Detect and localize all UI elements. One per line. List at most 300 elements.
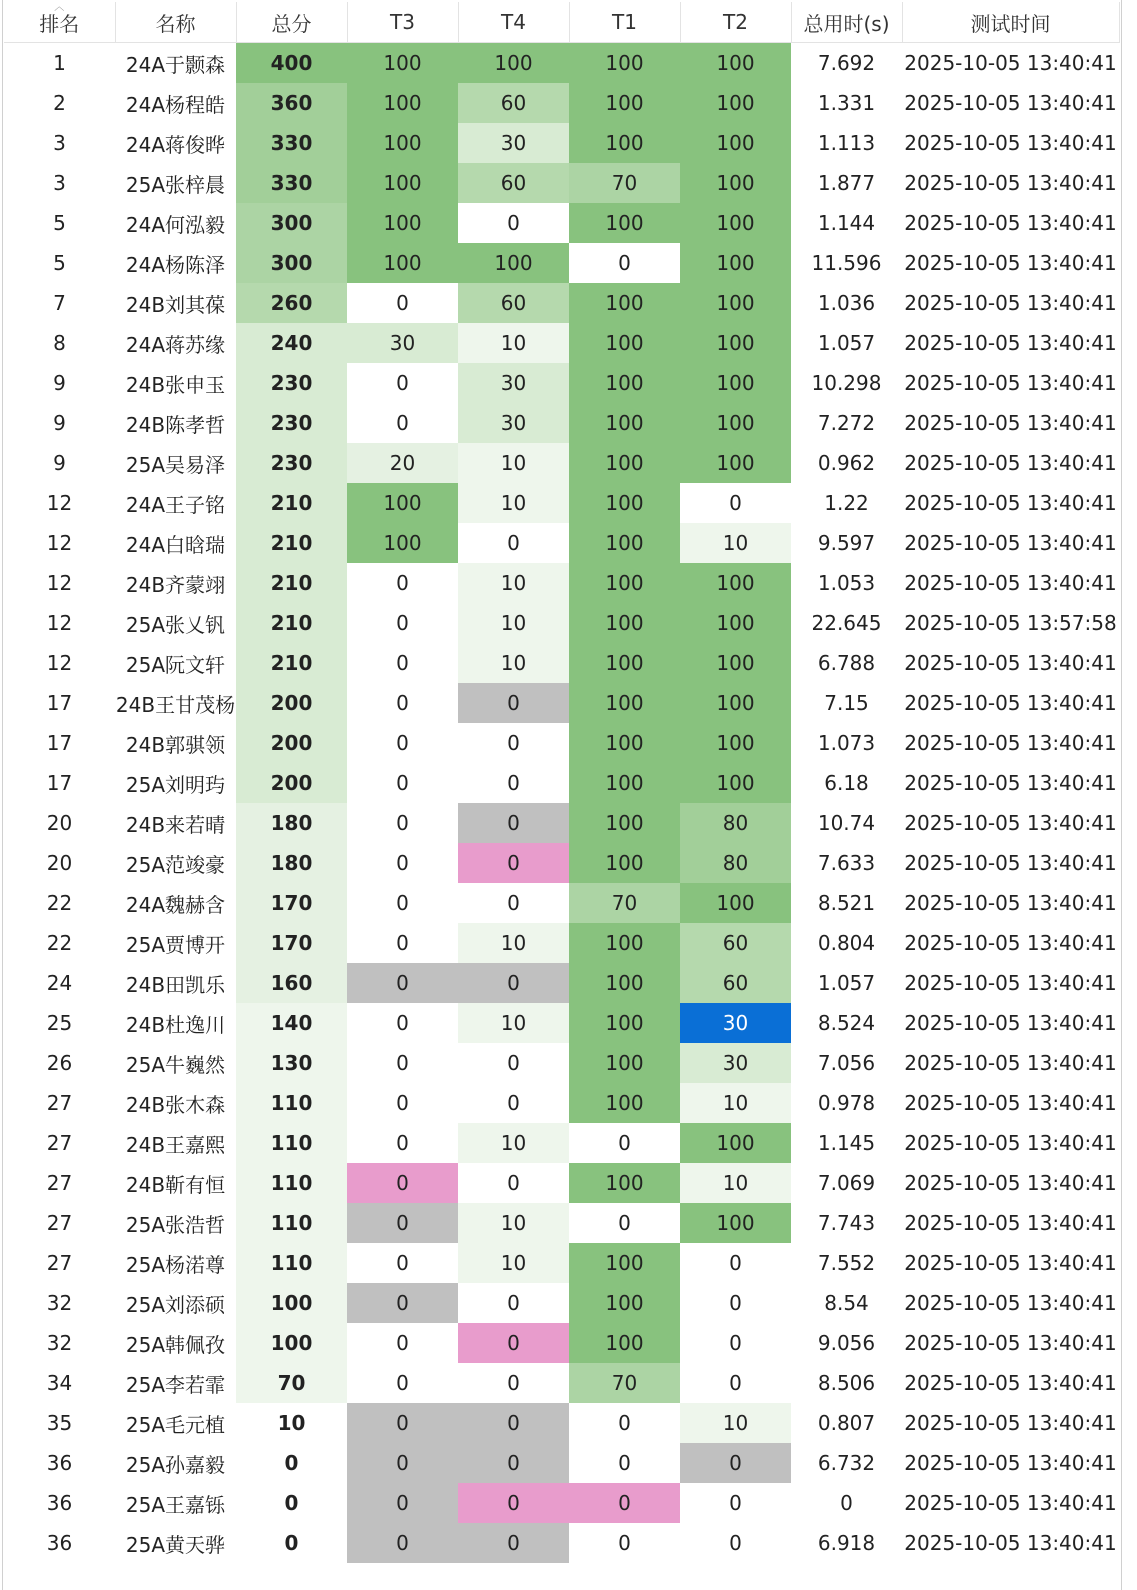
rank-cell[interactable]: 8: [53, 331, 66, 355]
total-score-cell[interactable]: 330: [236, 163, 347, 203]
rank-cell[interactable]: 34: [46, 1371, 73, 1395]
t2-score-cell[interactable]: 100: [680, 203, 791, 243]
name-cell[interactable]: 24A白晗瑞: [125, 532, 226, 557]
name-cell[interactable]: 24B齐蒙翊: [125, 572, 226, 597]
total-score-cell[interactable]: 180: [236, 803, 347, 843]
time-used-cell[interactable]: 6.788: [817, 651, 876, 675]
rank-cell[interactable]: 9: [53, 451, 66, 475]
t2-score-cell[interactable]: 10: [680, 1163, 791, 1203]
t1-score-cell[interactable]: 70: [569, 1363, 680, 1403]
total-score-cell[interactable]: 110: [236, 1203, 347, 1243]
t3-score-cell[interactable]: 100: [347, 43, 458, 84]
test-time-cell[interactable]: 2025-10-05 13:40:41: [904, 651, 1117, 675]
time-used-cell[interactable]: 10.298: [811, 371, 882, 395]
t1-score-cell[interactable]: 100: [569, 483, 680, 523]
time-used-cell[interactable]: 1.144: [817, 211, 876, 235]
t4-score-cell[interactable]: 0: [458, 1363, 569, 1403]
column-header-t3[interactable]: T3: [347, 2, 458, 43]
rank-cell[interactable]: 36: [46, 1531, 73, 1555]
t3-score-cell[interactable]: 0: [347, 1043, 458, 1083]
name-cell[interactable]: 24A王子铭: [125, 492, 226, 517]
rank-cell[interactable]: 32: [46, 1291, 73, 1315]
table-row[interactable]: [4, 963, 1119, 1003]
test-time-cell[interactable]: 2025-10-05 13:40:41: [904, 1211, 1117, 1235]
total-score-cell[interactable]: 0: [236, 1483, 347, 1523]
total-score-cell[interactable]: 100: [236, 1283, 347, 1323]
t4-score-cell[interactable]: 0: [458, 1483, 569, 1523]
test-time-cell[interactable]: 2025-10-05 13:40:41: [904, 771, 1117, 795]
t1-score-cell[interactable]: 100: [569, 1163, 680, 1203]
test-time-cell[interactable]: 2025-10-05 13:40:41: [904, 891, 1117, 915]
time-used-cell[interactable]: 10.74: [817, 811, 876, 835]
table-row[interactable]: [4, 883, 1119, 923]
t4-score-cell[interactable]: 0: [458, 1403, 569, 1443]
rank-cell[interactable]: 26: [46, 1051, 73, 1075]
name-cell[interactable]: 25A牛巍然: [125, 1052, 226, 1077]
t1-score-cell[interactable]: 100: [569, 1043, 680, 1083]
total-score-cell[interactable]: 0: [236, 1523, 347, 1563]
table-row[interactable]: [4, 1123, 1119, 1163]
name-cell[interactable]: 25A张梓晨: [125, 172, 226, 197]
total-score-cell[interactable]: 330: [236, 123, 347, 163]
time-used-cell[interactable]: 6.18: [824, 771, 869, 795]
t2-score-cell[interactable]: 60: [680, 963, 791, 1003]
rank-cell[interactable]: 17: [46, 771, 73, 795]
name-cell[interactable]: 24B张木森: [125, 1092, 226, 1117]
test-time-cell[interactable]: 2025-10-05 13:40:41: [904, 1331, 1117, 1355]
table-row[interactable]: [4, 403, 1119, 443]
t3-score-cell[interactable]: 0: [347, 883, 458, 923]
t1-score-cell[interactable]: 0: [569, 1443, 680, 1483]
t4-score-cell[interactable]: 0: [458, 1283, 569, 1323]
t3-score-cell[interactable]: 0: [347, 723, 458, 763]
t3-score-cell[interactable]: 100: [347, 203, 458, 243]
t1-score-cell[interactable]: 100: [569, 83, 680, 123]
table-row[interactable]: [4, 683, 1119, 723]
t2-score-cell[interactable]: 100: [680, 563, 791, 603]
time-used-cell[interactable]: 8.506: [817, 1371, 876, 1395]
t1-score-cell[interactable]: 100: [569, 123, 680, 163]
name-cell[interactable]: 24B靳有恒: [125, 1172, 226, 1197]
rank-cell[interactable]: 2: [53, 91, 66, 115]
t4-score-cell[interactable]: 0: [458, 963, 569, 1003]
total-score-cell[interactable]: 210: [236, 643, 347, 683]
t4-score-cell[interactable]: 10: [458, 1123, 569, 1163]
name-cell[interactable]: 24B张申玉: [125, 372, 226, 397]
time-used-cell[interactable]: 1.053: [817, 571, 876, 595]
total-score-cell[interactable]: 10: [236, 1403, 347, 1443]
total-score-cell[interactable]: 300: [236, 203, 347, 243]
t2-score-cell[interactable]: 100: [680, 323, 791, 363]
t3-score-cell[interactable]: 0: [347, 563, 458, 603]
rank-cell[interactable]: 3: [53, 171, 66, 195]
t2-score-cell[interactable]: 10: [680, 523, 791, 563]
test-time-cell[interactable]: 2025-10-05 13:40:41: [904, 1491, 1117, 1515]
t2-score-cell[interactable]: 80: [680, 843, 791, 883]
time-used-cell[interactable]: 7.692: [817, 51, 876, 75]
total-score-cell[interactable]: 210: [236, 483, 347, 523]
name-cell[interactable]: 24A何泓毅: [125, 212, 226, 237]
t3-score-cell[interactable]: 0: [347, 683, 458, 723]
name-cell[interactable]: 25A吴易泽: [125, 452, 226, 477]
t1-score-cell[interactable]: 100: [569, 523, 680, 563]
t2-score-cell[interactable]: 0: [680, 1323, 791, 1363]
table-row[interactable]: [4, 1523, 1119, 1563]
t4-score-cell[interactable]: 10: [458, 323, 569, 363]
table-row[interactable]: [4, 603, 1119, 643]
rank-cell[interactable]: 9: [53, 371, 66, 395]
t1-score-cell[interactable]: 100: [569, 1323, 680, 1363]
t4-score-cell[interactable]: 60: [458, 163, 569, 203]
time-used-cell[interactable]: 7.069: [817, 1171, 876, 1195]
t3-score-cell[interactable]: 20: [347, 443, 458, 483]
total-score-cell[interactable]: 400: [236, 43, 347, 84]
t4-score-cell[interactable]: 30: [458, 403, 569, 443]
table-row[interactable]: [4, 323, 1119, 363]
name-cell[interactable]: 24B陈孝哲: [125, 412, 226, 437]
table-row[interactable]: [4, 1163, 1119, 1203]
t4-score-cell[interactable]: 0: [458, 203, 569, 243]
t2-score-cell[interactable]: 0: [680, 1363, 791, 1403]
t2-score-cell[interactable]: 0: [680, 483, 791, 523]
t1-score-cell[interactable]: 0: [569, 1523, 680, 1563]
test-time-cell[interactable]: 2025-10-05 13:40:41: [904, 411, 1117, 435]
time-used-cell[interactable]: 9.597: [817, 531, 876, 555]
table-row[interactable]: [4, 203, 1119, 243]
test-time-cell[interactable]: 2025-10-05 13:40:41: [904, 1051, 1117, 1075]
name-cell[interactable]: 24A杨陈泽: [125, 252, 226, 277]
t4-score-cell[interactable]: 60: [458, 283, 569, 323]
test-time-cell[interactable]: 2025-10-05 13:40:41: [904, 1251, 1117, 1275]
total-score-cell[interactable]: 110: [236, 1243, 347, 1283]
t4-score-cell[interactable]: 10: [458, 923, 569, 963]
t4-score-cell[interactable]: 0: [458, 1163, 569, 1203]
time-used-cell[interactable]: 1.877: [817, 171, 876, 195]
time-used-cell[interactable]: 1.145: [817, 1131, 876, 1155]
test-time-cell[interactable]: 2025-10-05 13:40:41: [904, 971, 1117, 995]
t2-score-cell[interactable]: 100: [680, 603, 791, 643]
t4-score-cell[interactable]: 10: [458, 563, 569, 603]
name-cell[interactable]: 24B田凯乐: [125, 972, 226, 997]
t4-score-cell[interactable]: 10: [458, 483, 569, 523]
t1-score-cell[interactable]: 100: [569, 323, 680, 363]
column-header-test-time[interactable]: 测试时间: [902, 2, 1119, 43]
column-header-t1[interactable]: T1: [569, 2, 680, 43]
t2-score-cell[interactable]: 100: [680, 43, 791, 84]
total-score-cell[interactable]: 180: [236, 843, 347, 883]
t2-score-cell[interactable]: 0: [680, 1243, 791, 1283]
t3-score-cell[interactable]: 0: [347, 1443, 458, 1483]
table-row[interactable]: [4, 43, 1119, 84]
table-row[interactable]: [4, 123, 1119, 163]
total-score-cell[interactable]: 200: [236, 763, 347, 803]
t3-score-cell[interactable]: 0: [347, 603, 458, 643]
name-cell[interactable]: 24B王甘茂杨: [115, 692, 236, 717]
table-row[interactable]: [4, 843, 1119, 883]
time-used-cell[interactable]: 7.15: [824, 691, 869, 715]
test-time-cell[interactable]: 2025-10-05 13:40:41: [904, 171, 1117, 195]
t2-score-cell[interactable]: 100: [680, 723, 791, 763]
t2-score-cell[interactable]: 100: [680, 763, 791, 803]
name-cell[interactable]: 25A阮文轩: [125, 652, 226, 677]
time-used-cell[interactable]: 7.272: [817, 411, 876, 435]
table-row[interactable]: [4, 283, 1119, 323]
test-time-cell[interactable]: 2025-10-05 13:40:41: [904, 1371, 1117, 1395]
t4-score-cell[interactable]: 0: [458, 723, 569, 763]
t2-score-cell[interactable]: 10: [680, 1083, 791, 1123]
t4-score-cell[interactable]: 10: [458, 443, 569, 483]
t3-score-cell[interactable]: 100: [347, 523, 458, 563]
name-cell[interactable]: 25A黄天骅: [125, 1532, 226, 1557]
t1-score-cell[interactable]: 100: [569, 1243, 680, 1283]
t4-score-cell[interactable]: 10: [458, 643, 569, 683]
t3-score-cell[interactable]: 0: [347, 283, 458, 323]
t2-score-cell[interactable]: 0: [680, 1523, 791, 1563]
test-time-cell[interactable]: 2025-10-05 13:57:58: [904, 611, 1117, 635]
t4-score-cell[interactable]: 30: [458, 123, 569, 163]
t2-score-cell[interactable]: 10: [680, 1403, 791, 1443]
time-used-cell[interactable]: 1.331: [817, 91, 876, 115]
name-cell[interactable]: 25A张浩哲: [125, 1212, 226, 1237]
test-time-cell[interactable]: 2025-10-05 13:40:41: [904, 811, 1117, 835]
t3-score-cell[interactable]: 0: [347, 763, 458, 803]
t4-score-cell[interactable]: 0: [458, 883, 569, 923]
t1-score-cell[interactable]: 70: [569, 163, 680, 203]
rank-cell[interactable]: 36: [46, 1451, 73, 1475]
t1-score-cell[interactable]: 0: [569, 1483, 680, 1523]
t4-score-cell[interactable]: 0: [458, 843, 569, 883]
t4-score-cell[interactable]: 0: [458, 683, 569, 723]
column-header-rank[interactable]: ︿ 排名: [4, 2, 115, 43]
name-cell[interactable]: 24A蒋俊晔: [125, 132, 226, 157]
rank-cell[interactable]: 27: [46, 1251, 73, 1275]
rank-cell[interactable]: 1: [53, 51, 66, 75]
time-used-cell[interactable]: 0.978: [817, 1091, 876, 1115]
table-row[interactable]: [4, 1203, 1119, 1243]
time-used-cell[interactable]: 1.057: [817, 971, 876, 995]
t2-score-cell[interactable]: 100: [680, 123, 791, 163]
t3-score-cell[interactable]: 0: [347, 363, 458, 403]
table-row[interactable]: [4, 763, 1119, 803]
t4-score-cell[interactable]: 100: [458, 243, 569, 283]
total-score-cell[interactable]: 200: [236, 683, 347, 723]
test-time-cell[interactable]: 2025-10-05 13:40:41: [904, 731, 1117, 755]
name-cell[interactable]: 25A韩佩孜: [125, 1332, 226, 1357]
rank-cell[interactable]: 36: [46, 1491, 73, 1515]
t3-score-cell[interactable]: 0: [347, 1363, 458, 1403]
table-row[interactable]: [4, 1443, 1119, 1483]
test-time-cell[interactable]: 2025-10-05 13:40:41: [904, 331, 1117, 355]
t3-score-cell[interactable]: 0: [347, 803, 458, 843]
column-header-total[interactable]: 总分: [236, 2, 347, 43]
t3-score-cell[interactable]: 100: [347, 483, 458, 523]
t4-score-cell[interactable]: 10: [458, 1203, 569, 1243]
t1-score-cell[interactable]: 100: [569, 763, 680, 803]
t4-score-cell[interactable]: 0: [458, 763, 569, 803]
name-cell[interactable]: 25A毛元植: [125, 1412, 226, 1437]
time-used-cell[interactable]: 1.057: [817, 331, 876, 355]
t3-score-cell[interactable]: 100: [347, 163, 458, 203]
total-score-cell[interactable]: 210: [236, 523, 347, 563]
t4-score-cell[interactable]: 0: [458, 1043, 569, 1083]
t1-score-cell[interactable]: 0: [569, 1403, 680, 1443]
t2-score-cell[interactable]: 100: [680, 363, 791, 403]
t3-score-cell[interactable]: 0: [347, 923, 458, 963]
total-score-cell[interactable]: 230: [236, 403, 347, 443]
t3-score-cell[interactable]: 0: [347, 1243, 458, 1283]
rank-cell[interactable]: 24: [46, 971, 73, 995]
t3-score-cell[interactable]: 0: [347, 643, 458, 683]
test-time-cell[interactable]: 2025-10-05 13:40:41: [904, 291, 1117, 315]
total-score-cell[interactable]: 110: [236, 1123, 347, 1163]
time-used-cell[interactable]: 9.056: [817, 1331, 876, 1355]
t1-score-cell[interactable]: 100: [569, 643, 680, 683]
rank-cell[interactable]: 22: [46, 931, 73, 955]
rank-cell[interactable]: 35: [46, 1411, 73, 1435]
name-cell[interactable]: 24B来若晴: [125, 812, 226, 837]
total-score-cell[interactable]: 210: [236, 603, 347, 643]
name-cell[interactable]: 25A刘添硕: [125, 1292, 226, 1317]
t4-score-cell[interactable]: 10: [458, 1243, 569, 1283]
total-score-cell[interactable]: 260: [236, 283, 347, 323]
name-cell[interactable]: 25A范竣豪: [125, 852, 226, 877]
total-score-cell[interactable]: 200: [236, 723, 347, 763]
t3-score-cell[interactable]: 0: [347, 963, 458, 1003]
name-cell[interactable]: 24A于颢森: [125, 52, 226, 77]
name-cell[interactable]: 24A杨程皓: [125, 92, 226, 117]
t1-score-cell[interactable]: 100: [569, 43, 680, 84]
t1-score-cell[interactable]: 100: [569, 683, 680, 723]
table-row[interactable]: [4, 563, 1119, 603]
name-cell[interactable]: 24B杜逸川: [125, 1012, 226, 1037]
t2-score-cell[interactable]: 100: [680, 243, 791, 283]
t3-score-cell[interactable]: 0: [347, 1323, 458, 1363]
t1-score-cell[interactable]: 100: [569, 443, 680, 483]
t4-score-cell[interactable]: 0: [458, 1523, 569, 1563]
time-used-cell[interactable]: 6.918: [817, 1531, 876, 1555]
t2-score-cell[interactable]: 60: [680, 923, 791, 963]
table-row[interactable]: [4, 1283, 1119, 1323]
name-cell[interactable]: 24A魏赫含: [125, 892, 226, 917]
total-score-cell[interactable]: 210: [236, 563, 347, 603]
test-time-cell[interactable]: 2025-10-05 13:40:41: [904, 571, 1117, 595]
rank-cell[interactable]: 9: [53, 411, 66, 435]
test-time-cell[interactable]: 2025-10-05 13:40:41: [904, 451, 1117, 475]
total-score-cell[interactable]: 110: [236, 1083, 347, 1123]
column-header-t4[interactable]: T4: [458, 2, 569, 43]
t2-score-cell[interactable]: 100: [680, 883, 791, 923]
table-row[interactable]: [4, 1363, 1119, 1403]
table-row[interactable]: [4, 1483, 1119, 1523]
t3-score-cell[interactable]: 0: [347, 1163, 458, 1203]
time-used-cell[interactable]: 0.962: [817, 451, 876, 475]
name-cell[interactable]: 25A贾博开: [125, 932, 226, 957]
table-row[interactable]: [4, 1403, 1119, 1443]
rank-cell[interactable]: 12: [46, 491, 73, 515]
t1-score-cell[interactable]: 100: [569, 563, 680, 603]
name-cell[interactable]: 24B刘其葆: [125, 292, 226, 317]
t2-score-cell[interactable]: 0: [680, 1283, 791, 1323]
table-row[interactable]: [4, 1043, 1119, 1083]
total-score-cell[interactable]: 70: [236, 1363, 347, 1403]
test-time-cell[interactable]: 2025-10-05 13:40:41: [904, 1171, 1117, 1195]
test-time-cell[interactable]: 2025-10-05 13:40:41: [904, 251, 1117, 275]
t4-score-cell[interactable]: 100: [458, 43, 569, 84]
table-row[interactable]: [4, 363, 1119, 403]
total-score-cell[interactable]: 170: [236, 923, 347, 963]
time-used-cell[interactable]: 22.645: [811, 611, 882, 635]
test-time-cell[interactable]: 2025-10-05 13:40:41: [904, 1091, 1117, 1115]
t1-score-cell[interactable]: 100: [569, 603, 680, 643]
time-used-cell[interactable]: 7.056: [817, 1051, 876, 1075]
t2-score-cell[interactable]: 100: [680, 1123, 791, 1163]
t3-score-cell[interactable]: 0: [347, 843, 458, 883]
t3-score-cell[interactable]: 0: [347, 1123, 458, 1163]
table-row[interactable]: [4, 163, 1119, 203]
rank-cell[interactable]: 7: [53, 291, 66, 315]
t1-score-cell[interactable]: 100: [569, 1003, 680, 1043]
rank-cell[interactable]: 12: [46, 611, 73, 635]
t1-score-cell[interactable]: 100: [569, 363, 680, 403]
t1-score-cell[interactable]: 0: [569, 243, 680, 283]
t3-score-cell[interactable]: 100: [347, 123, 458, 163]
t4-score-cell[interactable]: 0: [458, 523, 569, 563]
table-row[interactable]: [4, 83, 1119, 123]
total-score-cell[interactable]: 230: [236, 443, 347, 483]
test-time-cell[interactable]: 2025-10-05 13:40:41: [904, 931, 1117, 955]
rank-cell[interactable]: 27: [46, 1211, 73, 1235]
name-cell[interactable]: 25A李若霏: [125, 1372, 226, 1397]
t3-score-cell[interactable]: 0: [347, 403, 458, 443]
table-row[interactable]: [4, 1243, 1119, 1283]
test-time-cell[interactable]: 2025-10-05 13:40:41: [904, 691, 1117, 715]
total-score-cell[interactable]: 100: [236, 1323, 347, 1363]
t2-score-cell[interactable]: 0: [680, 1483, 791, 1523]
table-row[interactable]: [4, 643, 1119, 683]
table-row[interactable]: [4, 803, 1119, 843]
rank-cell[interactable]: 27: [46, 1171, 73, 1195]
rank-cell[interactable]: 27: [46, 1091, 73, 1115]
rank-cell[interactable]: 27: [46, 1131, 73, 1155]
t1-score-cell[interactable]: 100: [569, 1283, 680, 1323]
time-used-cell[interactable]: 0.804: [817, 931, 876, 955]
time-used-cell[interactable]: 8.521: [817, 891, 876, 915]
time-used-cell[interactable]: 7.552: [817, 1251, 876, 1275]
t3-score-cell[interactable]: 30: [347, 323, 458, 363]
table-row[interactable]: [4, 923, 1119, 963]
t4-score-cell[interactable]: 10: [458, 1003, 569, 1043]
table-row[interactable]: [4, 1083, 1119, 1123]
sort-caret-icon[interactable]: ︿: [54, 2, 65, 13]
t4-score-cell[interactable]: 0: [458, 1443, 569, 1483]
t2-score-cell[interactable]: 100: [680, 443, 791, 483]
time-used-cell[interactable]: 0: [840, 1491, 853, 1515]
test-time-cell[interactable]: 2025-10-05 13:40:41: [904, 1451, 1117, 1475]
test-time-cell[interactable]: 2025-10-05 13:40:41: [904, 371, 1117, 395]
rank-cell[interactable]: 20: [46, 811, 73, 835]
rank-cell[interactable]: 3: [53, 131, 66, 155]
time-used-cell[interactable]: 6.732: [817, 1451, 876, 1475]
t1-score-cell[interactable]: 100: [569, 843, 680, 883]
rank-cell[interactable]: 32: [46, 1331, 73, 1355]
name-cell[interactable]: 24B郭骐领: [125, 732, 226, 757]
table-row[interactable]: [4, 1323, 1119, 1363]
test-time-cell[interactable]: 2025-10-05 13:40:41: [904, 531, 1117, 555]
t2-score-cell[interactable]: 100: [680, 403, 791, 443]
t1-score-cell[interactable]: 100: [569, 203, 680, 243]
rank-cell[interactable]: 12: [46, 571, 73, 595]
time-used-cell[interactable]: 1.113: [817, 131, 876, 155]
